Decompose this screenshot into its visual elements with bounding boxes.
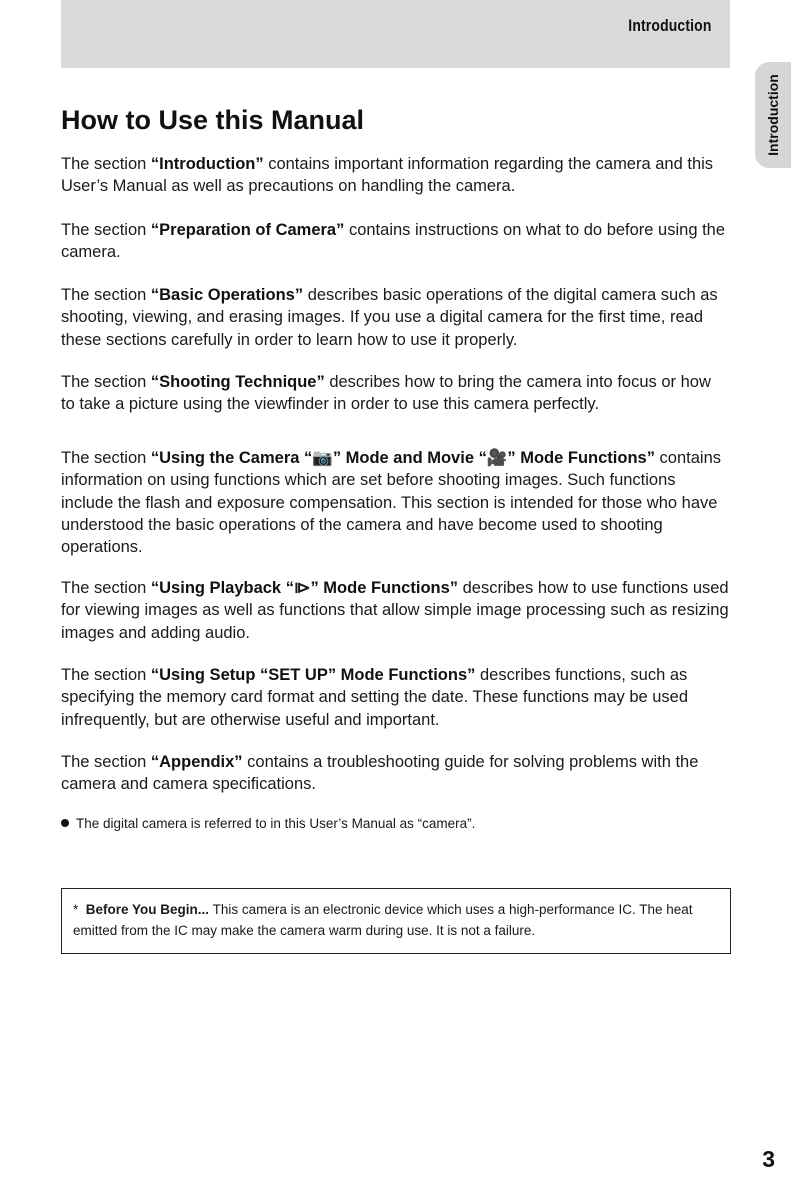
paragraph-appendix: The section “Appendix” contains a troubleshooting guide for solving problems with the camera and camera specifications. (61, 753, 699, 794)
movie-mode-icon: 🎥 (486, 449, 508, 467)
camera-term-note: The digital camera is referred to in this User’s Manual as “camera”. (61, 815, 729, 833)
before-you-begin-box: * Before You Begin... This camera is an electronic device which uses a high-performance IC. The heat emitted from the IC may make the camera warm during use. It is not a failure. (61, 888, 731, 954)
playback-mode-icon: ⧐ (293, 579, 311, 597)
page-number: 3 (762, 1146, 775, 1172)
camera-mode-icon: 📷 (312, 449, 333, 467)
paragraph-playback-mode: The section “Using Playback “⧐” Mode Functions” describes how to use functions used for viewing images as well as functions that allow simple image processing such as resizing images and adding audio. (61, 579, 729, 642)
side-tab-label: Introduction (765, 74, 781, 156)
paragraph-shooting-technique: The section “Shooting Technique” describes how to bring the camera into focus or how to take a picture using the viewfinder in order to use this camera perfectly. (61, 373, 711, 414)
section-side-tab (755, 62, 791, 168)
paragraph-camera-movie-modes: The section “Using the Camera “📷” Mode and Movie “🎥” Mode Functions” contains information on using functions which are set before shooting images. Such functions include the flash and exposure compensation. This section is intended for those who have understood the basic operations of the camera and have become used to shooting operations. (61, 449, 721, 557)
paragraph-setup-mode: The section “Using Setup “SET UP” Mode Functions” describes functions, such as specifying the memory card format and setting the date. These functions may be used infrequently, but are otherwise useful and important. (61, 666, 689, 729)
page-title: How to Use this Manual (61, 105, 365, 135)
header-band (61, 0, 730, 68)
paragraph-basic-operations: The section “Basic Operations” describes basic operations of the digital camera such as shooting, viewing, and erasing images. If you use a digital camera for the first time, read these sections carefully in order to learn how to use it properly. (61, 286, 718, 349)
bullet-icon (61, 819, 69, 827)
paragraph-introduction: The section “Introduction” contains important information regarding the camera and this User’s Manual as well as precautions on handling the camera. (61, 155, 714, 196)
section-header-label: Introduction (628, 16, 712, 35)
paragraph-preparation: The section “Preparation of Camera” contains instructions on what to do before using the camera. (61, 221, 726, 262)
